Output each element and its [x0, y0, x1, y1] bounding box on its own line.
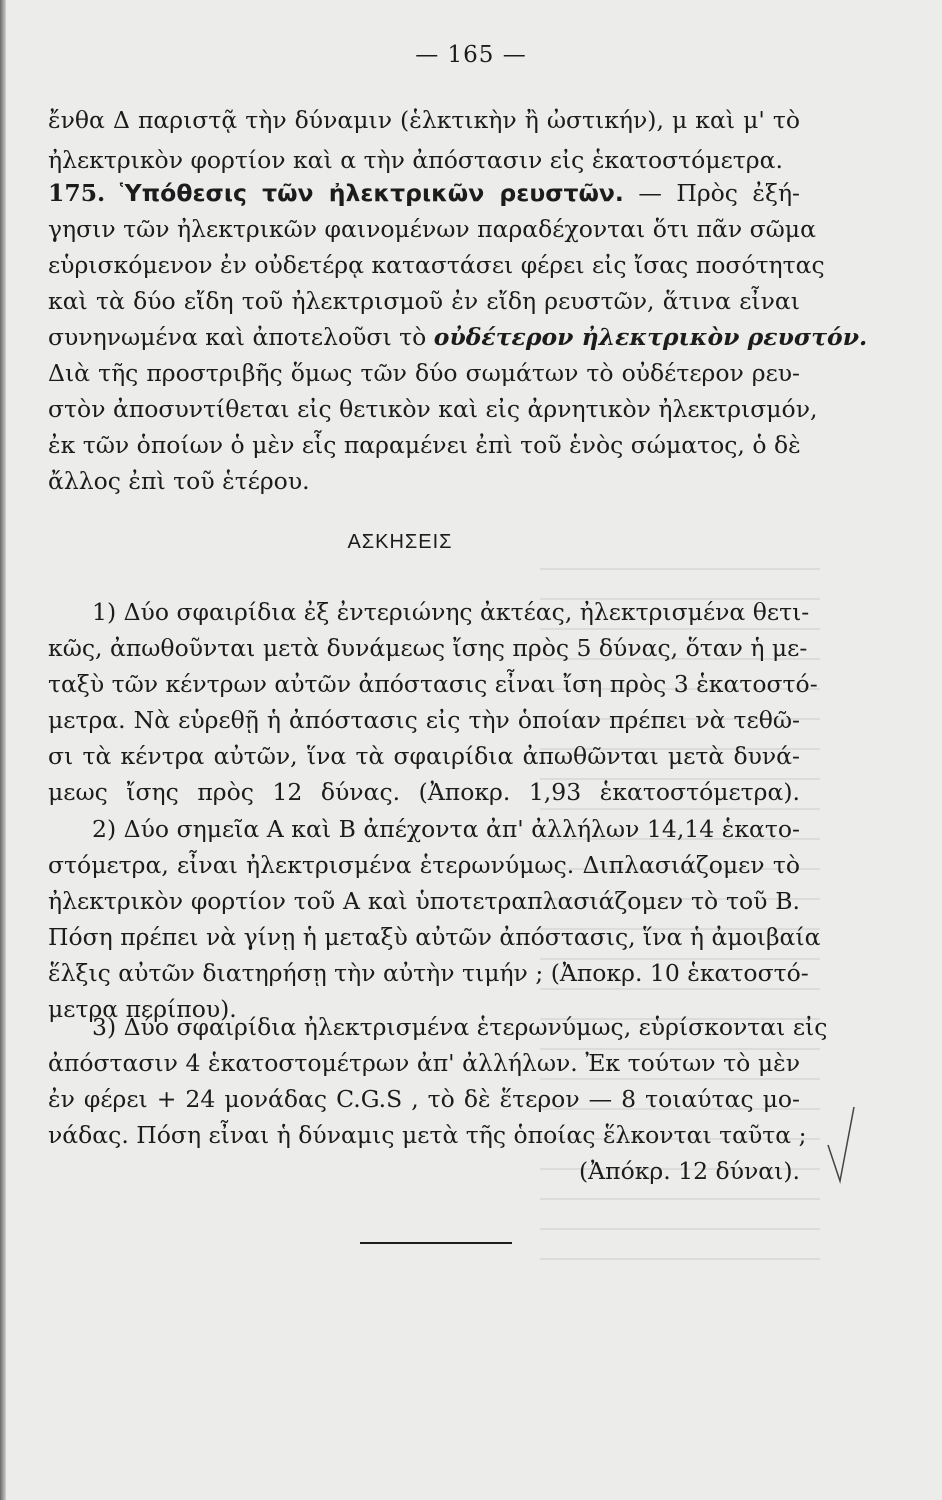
exercises-heading: ΑΣΚΗΣΕΙΣ	[347, 531, 453, 553]
text-line: κῶς, ἀπωθοῦνται μετὰ δυνάμεως ἴσης πρὸς 5 δύνας, ὅταν ἡ με-	[48, 634, 808, 662]
page-binding-edge	[0, 0, 6, 1500]
text-line: 2) Δύο σημεῖα Α καὶ Β ἀπέχοντα ἀπ' ἀλλήλων 14,14 ἑκατο-	[92, 815, 800, 843]
text-line: ἕλξις αὐτῶν διατηρήσῃ τὴν αὐτὴν τιμήν ; (Ἀποκρ. 10 ἑκατοστό-	[48, 959, 809, 987]
text-line: στόμετρα, εἶναι ἠλεκτρισμένα ἑτερωνύμως. Διπλασιάζομεν τὸ	[48, 851, 800, 879]
text-line: Πόση πρέπει νὰ γίνῃ ἡ μεταξὺ αὐτῶν ἀπόστασις, ἵνα ἡ ἀμοιβαία	[48, 923, 821, 951]
text-line: στὸν ἀποσυντίθεται εἰς θετικὸν καὶ εἰς ἀρνητικὸν ἠλεκτρισμόν,	[48, 395, 818, 423]
text-line: ἐκ τῶν ὁποίων ὁ μὲν εἷς παραμένει ἐπὶ τοῦ ἑνὸς σώματος, ὁ δὲ	[48, 431, 801, 459]
margin-pencil-mark	[826, 1105, 856, 1185]
text-line: ταξὺ τῶν κέντρων αὐτῶν ἀπόστασις εἶναι ἴση πρὸς 3 ἑκατοστό-	[48, 670, 818, 698]
section-title: Ὑπόθεσις τῶν ἠλεκτρικῶν ρευστῶν.	[119, 179, 624, 207]
text-line: μεως ἴσης πρὸς 12 δύνας. (Ἀποκρ. 1,93 ἑκατοστόμετρα).	[48, 778, 800, 806]
text-line: ἄλλος ἐπὶ τοῦ ἑτέρου.	[48, 467, 310, 495]
text-line: 3) Δύο σφαιρίδια ἠλεκτρισμένα ἑτερωνύμως, εὑρίσκονται εἰς	[92, 1013, 828, 1041]
text-line: ἠλεκτρικὸν φορτίον καὶ α τὴν ἀπόστασιν εἰς ἑκατοστόμετρα.	[48, 146, 783, 174]
section-heading-line	[48, 178, 800, 208]
text-fragment: συνηνωμένα καὶ ἀποτελοῦσι τὸ	[48, 323, 427, 351]
text-line: ἀπόστασιν 4 ἑκατοστομέτρων ἀπ' ἀλλήλων. Ἐκ τούτων τὸ μὲν	[48, 1049, 800, 1077]
text-line: (Ἀπόκρ. 12 δύναι).	[579, 1157, 800, 1185]
text-line: μετρα περίπου).	[48, 995, 237, 1023]
text-line: μετρα. Νὰ εὑρεθῇ ἡ ἀπόστασις εἰς τὴν ὁποίαν πρέπει νὰ τεθῶ-	[48, 706, 800, 734]
text-line: καὶ τὰ δύο εἴδη τοῦ ἠλεκτρισμοῦ ἐν εἴδη ρευστῶν, ἅτινα εἶναι	[48, 287, 800, 315]
section-number: 175.	[48, 179, 106, 207]
text-line: γησιν τῶν ἠλεκτρικῶν φαινομένων παραδέχονται ὅτι πᾶν σῶμα	[48, 215, 816, 243]
text-line-with-emphasis	[48, 322, 868, 352]
text-line: Διὰ τῆς προστριβῆς ὅμως τῶν δύο σωμάτων τὸ οὐδέτερον ρευ-	[48, 359, 800, 387]
end-rule	[360, 1242, 512, 1244]
text-line: ἔνθα Δ παριστᾷ τὴν δύναμιν (ἑλκτικὴν ἢ ὠστικήν), μ καὶ μ' τὸ	[48, 106, 800, 134]
text-line: ἠλεκτρικὸν φορτίον τοῦ Α καὶ ὑποτετραπλασιάζομεν τὸ τοῦ Β.	[48, 887, 800, 915]
text-line: εὑρισκόμενον ἐν οὐδετέρᾳ καταστάσει φέρει εἰς ἴσας ποσότητας	[48, 251, 825, 279]
text-line: ἐν φέρει + 24 μονάδας C.G.S , τὸ δὲ ἕτερον — 8 τοιαύτας μο-	[48, 1085, 800, 1113]
page-number: — 165 —	[415, 42, 527, 68]
text-line: νάδας. Πόση εἶναι ἡ δύναμις μετὰ τῆς ὁποίας ἕλκονται ταῦτα ;	[48, 1121, 807, 1149]
text-line: 1) Δύο σφαιρίδια ἐξ ἐντεριώνης ἀκτέας, ἠλεκτρισμένα θετι-	[92, 598, 810, 626]
text-line: σι τὰ κέντρα αὐτῶν, ἵνα τὰ σφαιρίδια ἀπωθῶνται μετὰ δυνά-	[48, 742, 800, 770]
section-title-continuation: — Πρὸς ἐξή-	[638, 179, 800, 207]
emphasized-term: οὐδέτερον ἠλεκτρικὸν ρευστόν.	[433, 323, 868, 351]
